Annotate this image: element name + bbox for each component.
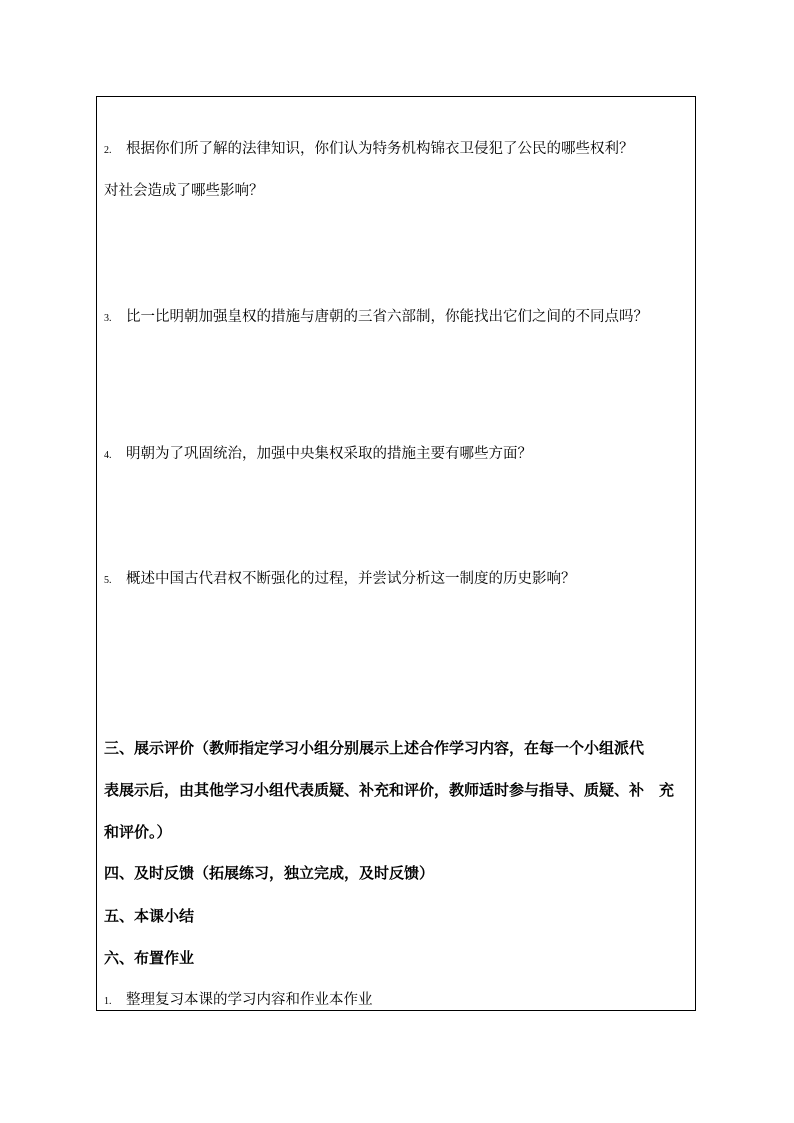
section-display-eval-line1: 三、展示评价（教师指定学习小组分别展示上述合作学习内容，在每一个小组派代 [104, 739, 645, 757]
section-display-eval-line2: 表展示后，由其他学习小组代表质疑、补充和评价，教师适时参与指导、质疑、补 充 [104, 781, 675, 799]
question-text: 比一比明朝加强皇权的措施与唐朝的三省六部制，你能找出它们之间的不同点吗？ [126, 309, 648, 325]
question-text: 明朝为了巩固统治，加强中央集权采取的措施主要有哪些方面？ [126, 446, 532, 462]
question-5 [104, 569, 576, 591]
question-4 [104, 444, 532, 466]
question-number: 3. [104, 313, 112, 324]
question-text: 根据你们所了解的法律知识，你们认为特务机构锦衣卫侵犯了公民的哪些权利？ [126, 141, 634, 157]
question-number: 4. [104, 450, 112, 461]
question-number: 5. [104, 575, 112, 586]
question-text: 概述中国古代君权不断强化的过程，并尝试分析这一制度的历史影响？ [126, 571, 576, 587]
section-display-eval-line3: 和评价。） [104, 823, 172, 841]
homework-item-1 [104, 990, 373, 1012]
question-3 [104, 307, 648, 329]
question-2 [104, 139, 634, 161]
question-2-continuation: 对社会造成了哪些影响？ [104, 183, 264, 199]
section-homework: 六、布置作业 [104, 949, 195, 967]
homework-text: 整理复习本课的学习内容和作业本作业 [126, 992, 373, 1008]
section-summary: 五、本课小结 [104, 907, 195, 925]
homework-number: 1. [104, 996, 112, 1007]
section-feedback: 四、及时反馈（拓展练习，独立完成，及时反馈） [104, 864, 435, 882]
question-number: 2. [104, 145, 112, 156]
